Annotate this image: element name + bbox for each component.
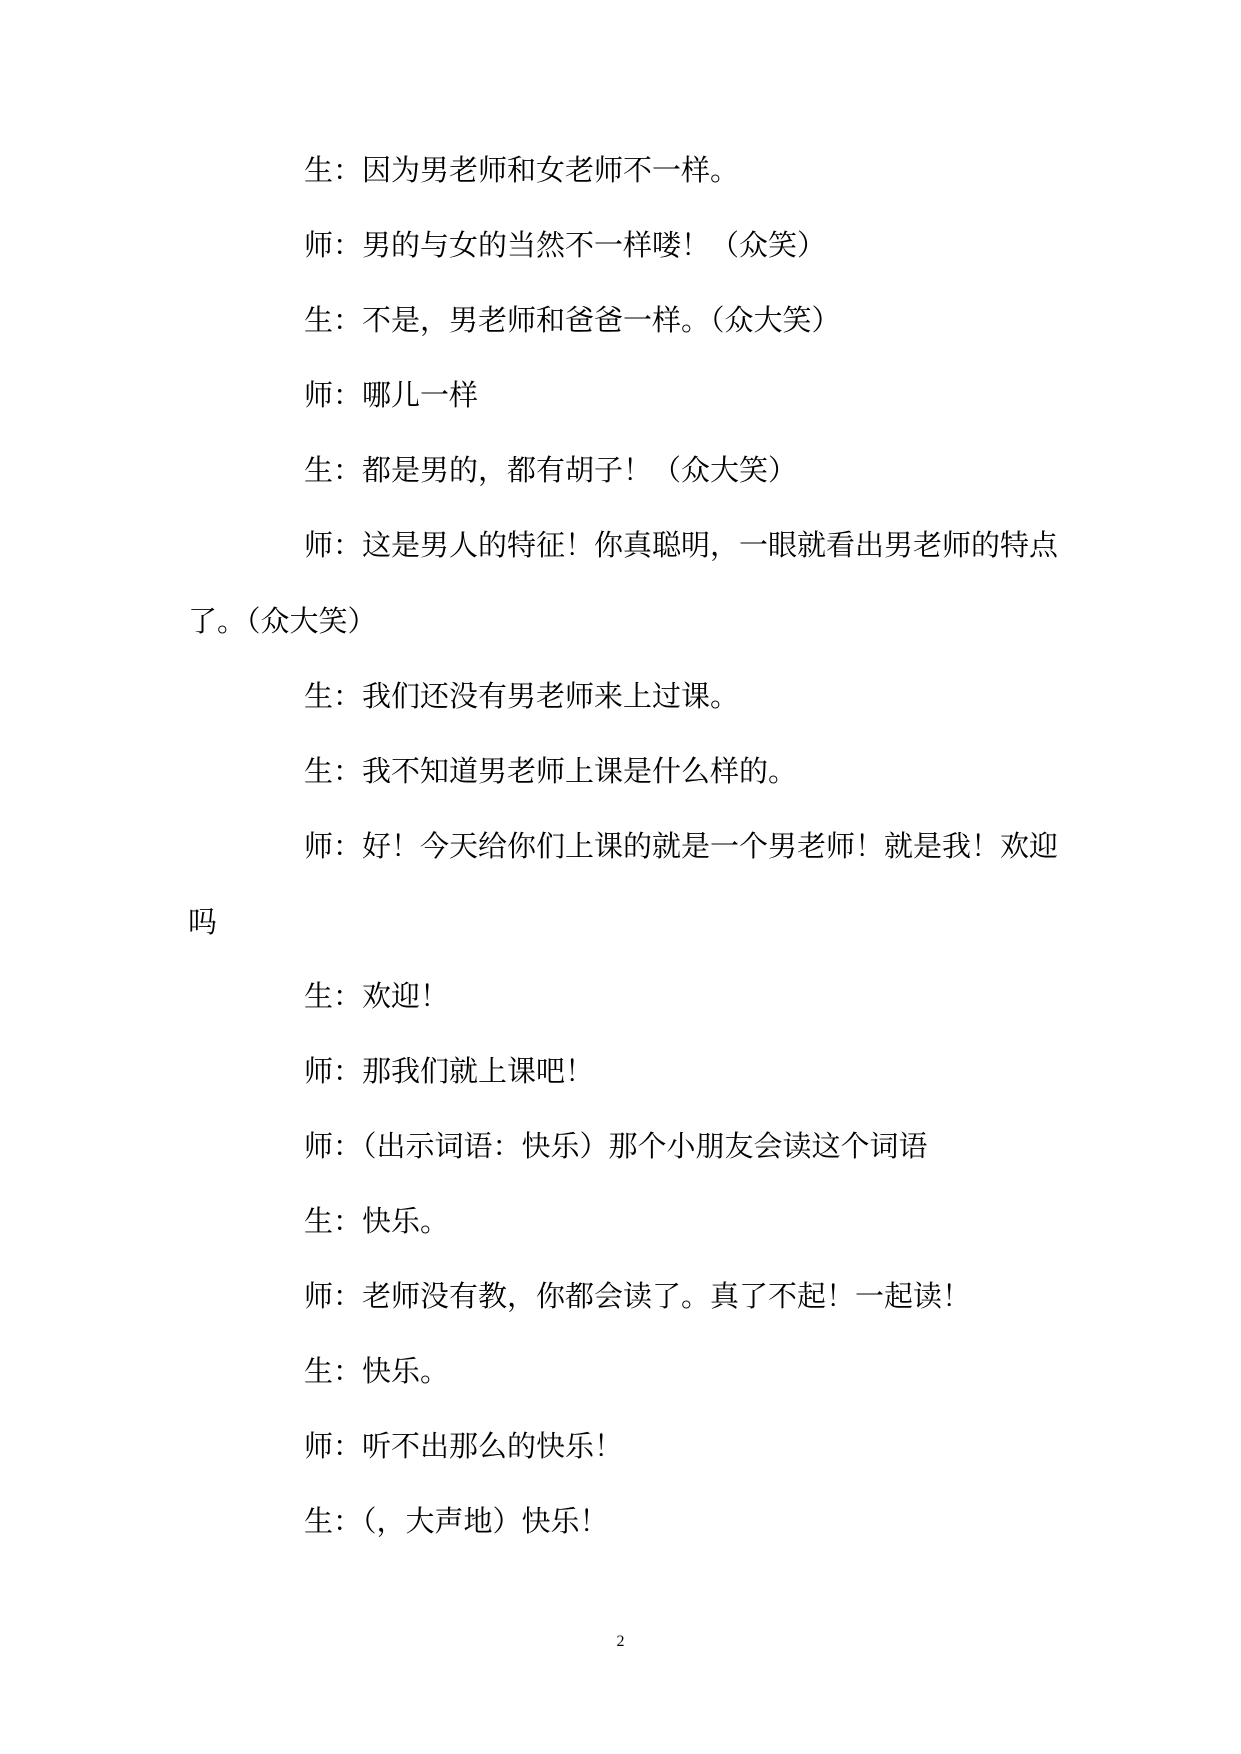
dialogue-line: 生：（，大声地）快乐！ — [304, 1504, 609, 1538]
dialogue-line: 师：（出示词语：快乐）那个小朋友会读这个词语 — [304, 1129, 928, 1163]
dialogue-line: 生：快乐。 — [304, 1204, 450, 1238]
page-number: 2 — [616, 1633, 625, 1650]
dialogue-line: 生：因为男老师和女老师不一样。 — [304, 153, 740, 187]
dialogue-line: 师：哪儿一样 — [304, 378, 479, 412]
dialogue-line: 生：都是男的，都有胡子！（众大笑） — [304, 453, 798, 487]
dialogue-line: 师：听不出那么的快乐！ — [304, 1429, 624, 1463]
dialogue-line: 生：欢迎！ — [304, 979, 450, 1013]
dialogue-line: 师：这是男人的特征！你真聪明，一眼就看出男老师的特点了。（众大笑） — [188, 528, 1059, 638]
dialogue-line: 生：我们还没有男老师来上过课。 — [304, 679, 740, 713]
dialogue-line: 生：快乐。 — [304, 1354, 450, 1388]
dialogue-line: 师：那我们就上课吧！ — [304, 1054, 595, 1088]
dialogue-line: 生：不是，男老师和爸爸一样。（众大笑） — [304, 303, 841, 337]
dialogue-line: 生：我不知道男老师上课是什么样的。 — [304, 754, 798, 788]
dialogue-line: 师：老师没有教，你都会读了。真了不起！一起读！ — [304, 1279, 972, 1313]
dialogue-line: 师：好！今天给你们上课的就是一个男老师！就是我！欢迎吗 — [188, 829, 1059, 939]
dialogue-line: 师：男的与女的当然不一样喽！（众笑） — [304, 228, 827, 262]
